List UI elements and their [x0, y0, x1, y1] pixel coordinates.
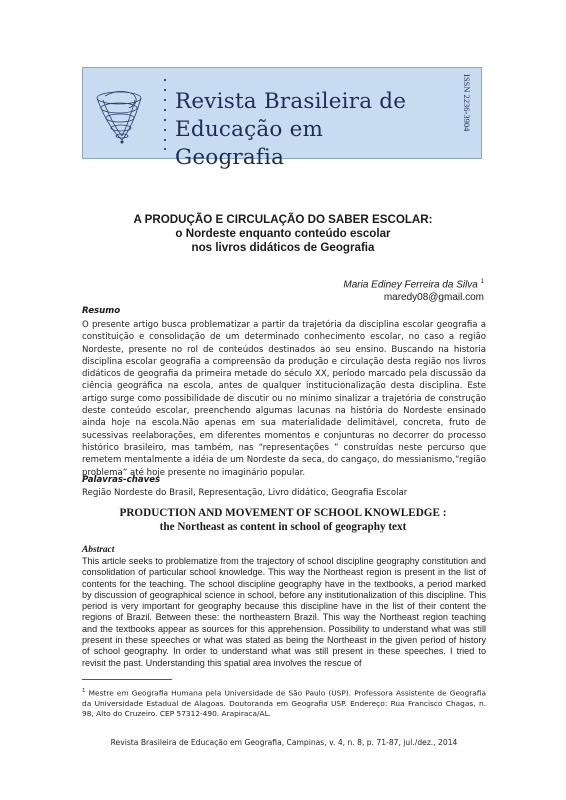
author-name: Maria Ediney Ferreira da Silva — [343, 279, 478, 291]
article-title — [60, 213, 506, 255]
author-note-mark: 1 — [480, 279, 484, 285]
footnote-divider — [82, 679, 172, 680]
journal-name — [175, 88, 425, 172]
title-line3: nos livros didáticos de Geografia — [191, 241, 375, 254]
author-email[interactable]: maredy08@gmail.com — [383, 292, 484, 304]
footnote — [82, 686, 486, 720]
resumo-heading: Resumo — [82, 306, 121, 316]
author-block — [343, 276, 484, 304]
keywords-heading: Palavras-chaves — [82, 475, 161, 485]
english-title — [60, 506, 506, 534]
title-line1: A PRODUÇÃO E CIRCULAÇÃO DO SABER ESCOLAR: — [133, 213, 433, 226]
title-line2: o Nordeste enquanto conteúdo escolar — [175, 227, 391, 240]
abstract-heading: Abstract — [82, 545, 115, 555]
footnote-text: Mestre em Geografia Humana pela Universidade de São Paulo (USP). Professora Assistente de Geografia da Universidade Estadual de Alagoas. Doutoranda em Geografia USP. Endereço: Rua Francisco Chagas, n. 98, Alto do Cruzeiro. CEP 57312-490. Arapiraca/AL. — [82, 688, 486, 719]
globe-logo-icon — [89, 78, 157, 150]
keywords-text: Região Nordeste do Brasil, Representação, Livro didático, Geografia Escolar — [82, 488, 408, 498]
journal-banner — [82, 67, 482, 170]
abstract-text: This article seeks to problematize from the trajectory of school discipline geography constitution and consolidation of particular school knowledge. This way the Northeast region is present in the list of contents for the teaching. The school discipline geography have in the textbooks, a period marked by discussion of geographical science in school, before any institutionalization of this discipline. This period is very important for geography because this discipline have in the list of their content the regions of Brazil. Between these: the northeastern Brazil. This way the Northeast region teaching and the textbooks appear as sources for this apprehension. Possibility to understand what was still present in these speeches or what was stated as being the Northeast in the given period of history of school geography. In order to understand what was still present in these speeches. I tried to revisit the past. Understanding this spatial area involves the rescue of — [82, 556, 486, 668]
page-footer: Revista Brasileira de Educação em Geografia, Campinas, v. 4, n. 8, p. 71-87, jul./dez., 2014 — [110, 738, 458, 747]
journal-name-line1: Revista Brasileira de — [175, 89, 407, 114]
journal-name-line2: Educação em Geografia — [175, 117, 324, 170]
english-title-line1: PRODUCTION AND MOVEMENT OF SCHOOL KNOWLEDGE : — [119, 507, 447, 519]
footnote-mark: 1 — [82, 688, 86, 694]
dotted-divider — [163, 76, 167, 152]
issn — [461, 74, 475, 154]
english-title-line2: the Northeast as content in school of geography text — [159, 521, 407, 533]
resumo-text: O presente artigo busca problematizar a partir da trajetória da disciplina escolar geografia a constituição e consolidação de um determinado conhecimento escolar, no caso a região Nordeste, presente no rol de conteúdos destinados ao seu ensino. Buscando na historia disciplina escolar geografia a compreensão da produção e circulação desta região nos livros didáticos de geografia da primeira metade do século XX, período marcado pela discussão da ciência geográfica na escola, antes de qualquer institucionalização desta disciplina. Este artigo surge como possibilidade de discutir ou no mínimo sinalizar a trajetória de construção deste conteúdo escolar, preenchendo algumas lacunas na história do Nordeste ensinado ainda hoje na escola.Não apenas em sua materialidade delimitável, concreta, fruto de sucessivas reelaborações, em diferentes momentos e conjunturas no decorrer do processo histórico brasileiro, mas também, nas “representações ” construídas neste percurso que remetem mentalmente a idéia de um Nordeste da seca, do cangaço, do messianismo,“região problema” até hoje presente no imaginário popular. — [82, 320, 486, 478]
issn-text: ISSN 2236-3904 — [462, 74, 472, 132]
